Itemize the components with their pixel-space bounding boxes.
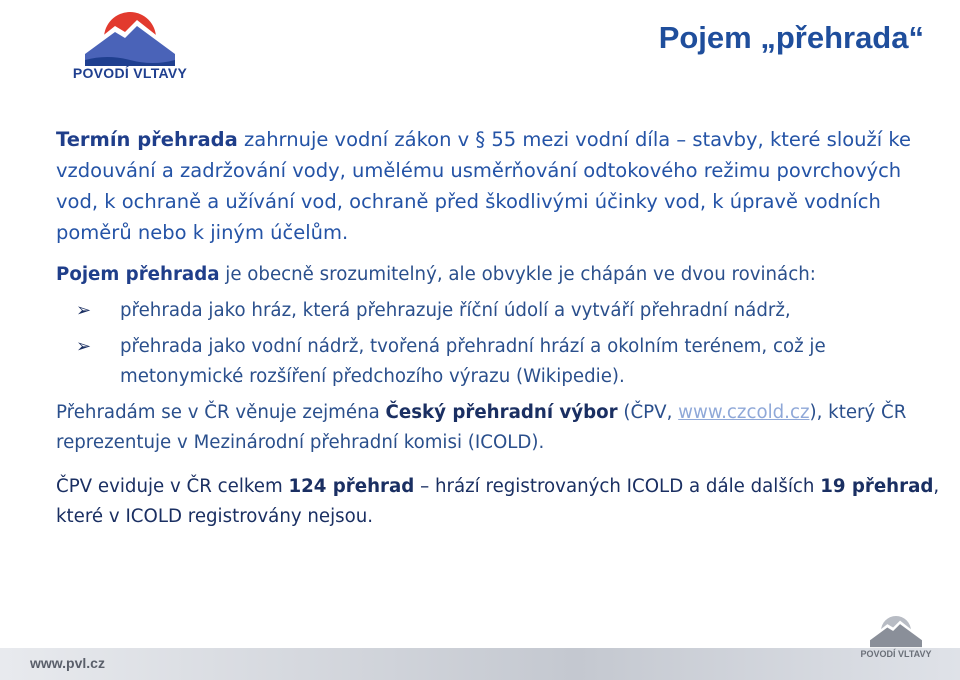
list-item	[56, 332, 946, 392]
list-item-text: přehrada jako vodní nádrž, tvořená přehradní hrází a okolním terénem, což je metonymické rozšíření předchozího výrazu (Wikipedie).	[120, 336, 826, 387]
committee-name: Český přehradní výbor	[385, 402, 618, 423]
povodi-vltavy-logo	[55, 8, 205, 84]
logo-text: POVODÍ VLTAVY	[72, 65, 188, 81]
arrow-bullet-icon: ➢	[76, 336, 92, 357]
text-segment: ČPV eviduje v ČR celkem	[56, 476, 289, 497]
footer-url[interactable]: www.pvl.cz	[30, 655, 105, 671]
additional-dam-count: 19 přehrad	[820, 476, 934, 497]
footer-logo	[848, 614, 944, 664]
czcold-link[interactable]: www.czcold.cz	[678, 402, 810, 423]
text-segment: – hrází registrovaných ICOLD a dále dalších	[414, 476, 821, 497]
text-segment: (ČPV,	[617, 402, 679, 423]
term-highlight: Pojem přehrada	[56, 264, 220, 285]
text-segment: , které v ICOLD registrovány nejsou.	[56, 476, 940, 527]
paragraph-text: zahrnuje vodní zákon v § 55 mezi vodní díla – stavby, které slouží ke vzdouvání a zadržování vody, umělému usměrňování odtokového režimu povrchových vod, k ochraně a užívání vod, ochraně před škodlivými účinky vod, k úpravě vodních poměrů nebo k jiným účelům.	[56, 128, 911, 244]
list-item-text: přehrada jako hráz, která přehrazuje říční údolí a vytváří přehradní nádrž,	[120, 300, 791, 321]
page-title: Pojem „přehrada“	[658, 20, 924, 55]
paragraph-statistics	[56, 472, 946, 532]
footer-bar	[0, 648, 960, 680]
body-section	[56, 260, 946, 532]
footer-logo-text: POVODÍ VLTAVY	[860, 649, 932, 659]
text-segment: ), který ČR reprezentuje v Mezinárodní přehradní komisi (ICOLD).	[56, 402, 907, 453]
text-segment: Přehradám se v ČR věnuje zejména	[56, 402, 386, 423]
bullet-list	[56, 296, 946, 392]
logo-emblem-icon	[85, 10, 175, 66]
arrow-bullet-icon: ➢	[76, 300, 92, 321]
paragraph-concept	[56, 260, 946, 290]
paragraph-definition	[56, 124, 936, 248]
dam-count: 124 přehrad	[288, 476, 415, 497]
paragraph-text: je obecně srozumitelný, ale obvykle je chápán ve dvou rovinách:	[219, 264, 816, 285]
list-item	[56, 296, 946, 326]
footer-logo-emblem-icon	[870, 614, 922, 648]
paragraph-committee	[56, 398, 946, 458]
term-highlight: Termín přehrada	[56, 128, 238, 151]
